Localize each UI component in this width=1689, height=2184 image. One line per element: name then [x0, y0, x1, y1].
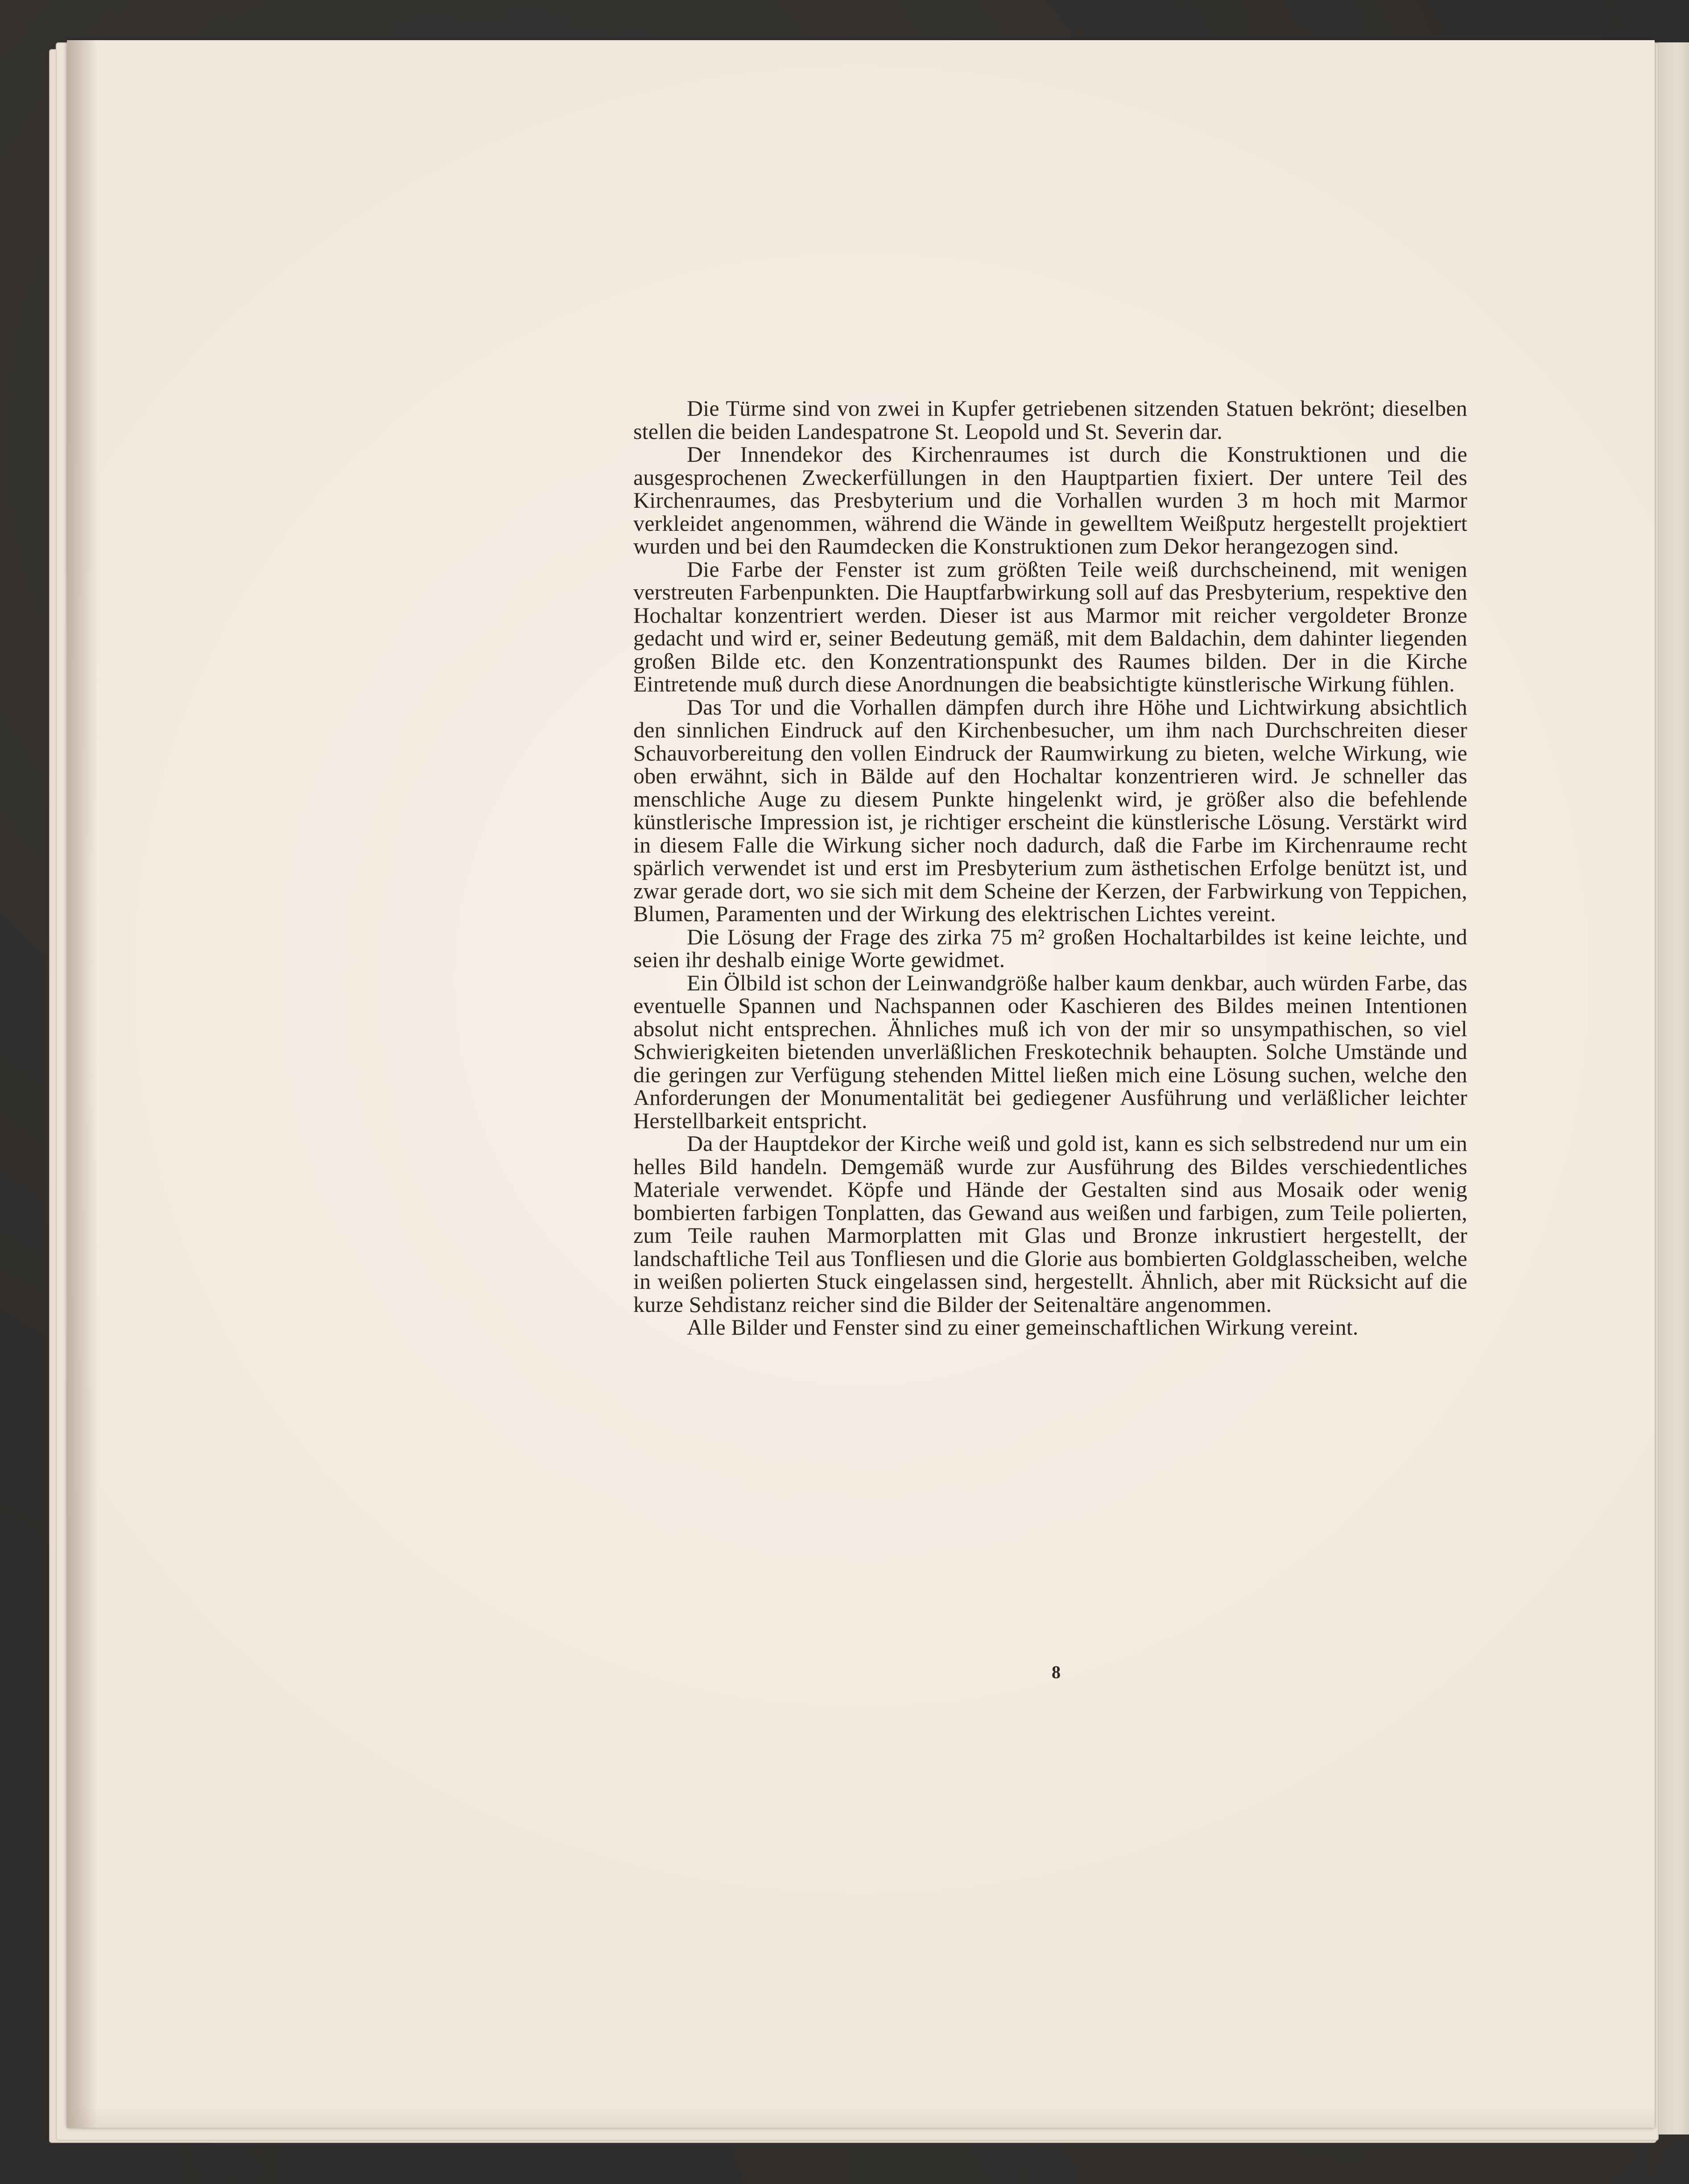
spine-shadow [67, 40, 98, 2128]
paragraph: Da der Hauptdekor der Kirche weiß und gold ist, kann es sich selbstredend nur um ein helles Bild handeln. Demgemäß wurde zur Ausführung des Bildes verschiedentliches Materiale verwendet. Köpfe und Hände der Gestalten sind aus Mosaik oder wenig bombierten farbigen Tonplatten, das Gewand aus weißen und farbigen, zum Teile polierten, zum Teile rauhen Marmorplatten mit Glas und Bronze inkrustiert hergestellt, der landschaftliche Teil aus Tonfliesen und die Glorie aus bombierten Goldglasscheiben, welche in weißen polierten Stuck eingelassen sind, hergestellt. Ähnlich, aber mit Rücksicht auf die kurze Sehdistanz reicher sind die Bilder der Seitenaltäre angenommen. [633, 1131, 1467, 1317]
paragraph: Das Tor und die Vorhallen dämpfen durch ihre Höhe und Lichtwirkung absichtlich den sinnlichen Eindruck auf den Kirchenbesucher, um ihm nach Durchschreiten dieser Schauvorbereitung den vollen Eindruck der Raumwirkung zu bieten, welche Wirkung, wie oben erwähnt, sich in Bälde auf den Hochaltar konzentrieren wird. Je schneller das menschliche Auge zu diesem Punkte hingelenkt wird, je größer also die befehlende künstlerische Impression ist, je richtiger erscheint die künstlerische Lösung. Verstärkt wird in diesem Falle die Wirkung sicher noch dadurch, daß die Farbe im Kirchenraume recht spärlich verwendet ist und erst im Presbyterium zum ästhetischen Erfolge benützt ist, und zwar gerade dort, wo sie sich mit dem Scheine der Kerzen, der Farbwirkung von Teppichen, Blumen, Paramenten und der Wirkung des elektrischen Lichtes vereint. [633, 694, 1467, 926]
paragraph: Alle Bilder und Fenster sind zu einer gemeinschaftlichen Wirkung vereint. [687, 1315, 1359, 1340]
paragraph: Die Lösung der Frage des zirka 75 m² großen Hochaltarbildes ist keine leichte, und seien ihr deshalb einige Worte gewidmet. [633, 924, 1467, 972]
adjacent-page-edge [1657, 42, 1689, 2134]
paragraph: Der Innendekor des Kirchenraumes ist durch die Konstruktionen und die ausgesprochenen Zweckerfüllungen in den Hauptpartien fixiert. Der untere Teil des Kirchenraumes, das Presbyterium und die Vorhallen wurden 3 m hoch mit Marmor verkleidet angenommen, während die Wände in gewelltem Weißputz hergestellt projektiert wurden und bei den Raumdecken die Konstruktionen zum Dekor herangezogen sind. [633, 442, 1467, 558]
paragraph: Die Farbe der Fenster ist zum größten Teile weiß durchscheinend, mit wenigen verstreuten Farbenpunkten. Die Hauptfarbwirkung soll auf das Presbyterium, respektive den Hochaltar konzentriert werden. Dieser ist aus Marmor mit reicher vergoldeter Bronze gedacht und wird er, seiner Bedeutung gemäß, mit dem Baldachin, dem dahinter liegenden großen Bilde etc. den Konzentrationspunkt des Raumes bilden. Der in die Kirche Eintretende muß durch diese Anordnungen die beabsichtigte künstlerische Wirkung fühlen. [633, 556, 1467, 696]
paragraph: Die Türme sind von zwei in Kupfer getriebenen sitzenden Statuen bekrönt; dieselben stellen die beiden Landespatrone St. Leopold und St. Severin dar. [633, 396, 1467, 444]
body-text [633, 397, 1467, 1339]
page-number: 8 [1052, 1662, 1061, 1682]
paragraph: Ein Ölbild ist schon der Leinwandgröße halber kaum denkbar, auch würden Farbe, das eventuelle Spannen und Nachspannen oder Kaschieren des Bildes meinen Intentionen absolut nicht entsprechen. Ähnliches muß ich von der mir so unsympathischen, so viel Schwierigkeiten bietenden unverläßlichen Freskotechnik behaupten. Solche Umstände und die geringen zur Verfügung stehenden Mittel ließen mich eine Lösung suchen, welche den Anforderungen der Monumentalität bei gediegener Ausführung und verläßlicher leichter Herstellbarkeit entspricht. [633, 970, 1467, 1133]
book-page [67, 40, 1655, 2128]
